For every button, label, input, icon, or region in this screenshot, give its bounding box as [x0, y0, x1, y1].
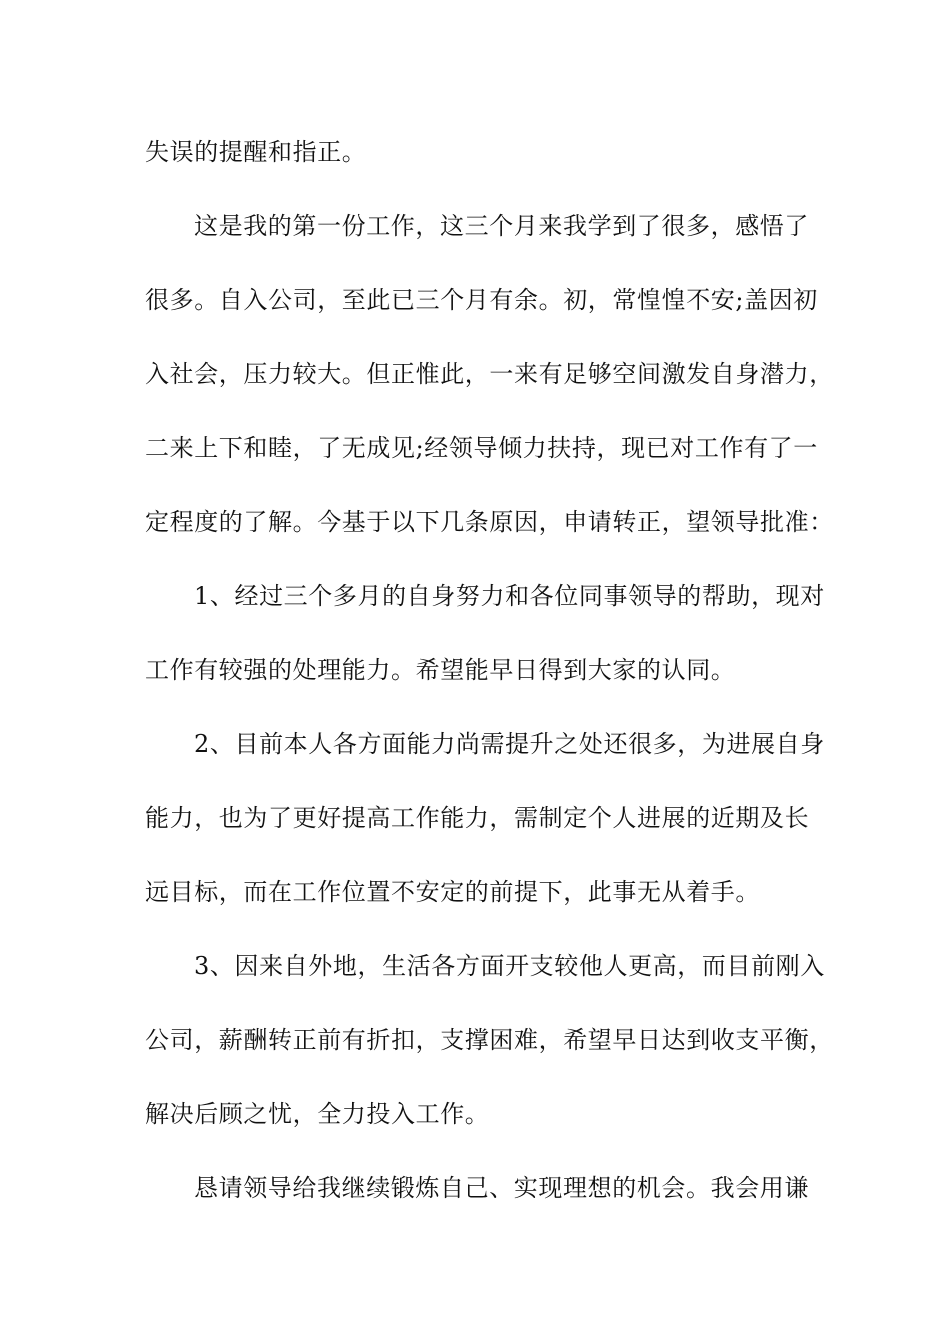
text-line: 失误的提醒和指正。 [145, 138, 367, 166]
text-line: 1、经过三个多月的自身努力和各位同事领导的帮助，现对 [194, 582, 825, 610]
text-line: 入社会，压力较大。但正惟此，一来有足够空间激发自身潜力， [145, 360, 834, 388]
text-line: 解决后顾之忧，全力投入工作。 [145, 1100, 490, 1128]
text-line: 远目标，而在工作位置不安定的前提下，此事无从着手。 [145, 878, 760, 906]
text-line: 能力，也为了更好提高工作能力，需制定个人进展的近期及长 [145, 804, 810, 832]
text-line: 这是我的第一份工作，这三个月来我学到了很多，感悟了 [194, 212, 809, 240]
text-line: 公司，薪酬转正前有折扣，支撑困难，希望早日达到收支平衡， [145, 1026, 834, 1054]
text-line: 3、因来自外地，生活各方面开支较他人更高，而目前刚入 [194, 952, 825, 980]
text-line: 很多。自入公司，至此已三个月有余。初，常惶惶不安;盖因初 [145, 286, 818, 314]
text-line: 恳请领导给我继续锻炼自己、实现理想的机会。我会用谦 [194, 1174, 809, 1202]
text-line: 2、目前本人各方面能力尚需提升之处还很多，为进展自身 [194, 730, 825, 758]
text-line: 二来上下和睦，了无成见;经领导倾力扶持，现已对工作有了一 [145, 434, 818, 462]
text-line: 工作有较强的处理能力。希望能早日得到大家的认同。 [145, 656, 736, 684]
text-line: 定程度的了解。今基于以下几条原因，申请转正，望领导批准： [145, 508, 834, 536]
